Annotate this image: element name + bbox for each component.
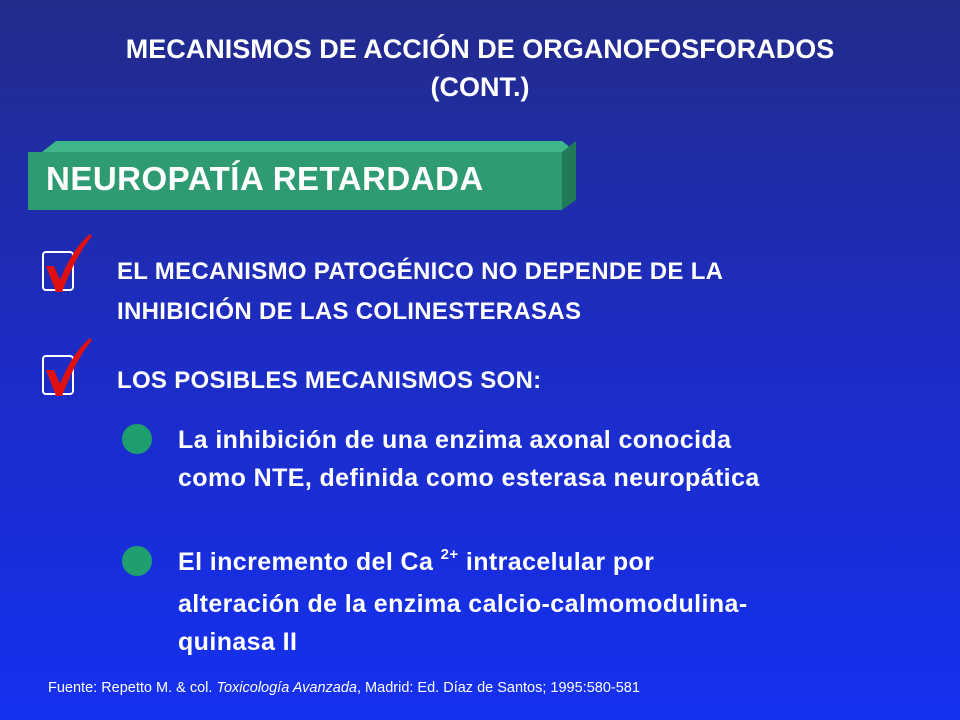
calcium-charge-superscript: 2+ [440, 546, 459, 563]
source-book-title: Toxicología Avanzada [216, 680, 357, 696]
subpoint-calcium [178, 543, 748, 661]
subpoint-nte [178, 421, 760, 497]
source-pre: Fuente: Repetto M. & col. [48, 680, 217, 696]
point-2-line1: LOS POSIBLES MECANISMOS SON: [117, 367, 542, 394]
subpoint-2-line2: alteración de la enzima calcio-calmomodulina- [178, 590, 748, 618]
point-1-line1: EL MECANISMO PATOGÉNICO NO DEPENDE DE LA [117, 258, 724, 285]
slide-title-line2: (CONT.) [430, 72, 530, 102]
circle-bullet-icon [122, 546, 152, 576]
checkmark-box-icon [38, 336, 98, 398]
checkmark-box-icon [38, 232, 98, 294]
section-banner [28, 140, 578, 212]
banner-label: NEUROPATÍA RETARDADA [46, 160, 484, 197]
subpoint-1-line1: La inhibición de una enzima axonal conocida [178, 426, 732, 454]
subpoint-2-line1-pre: El incremento del Ca [178, 548, 441, 576]
circle-bullet-icon [122, 424, 152, 454]
point-patogenic [117, 252, 723, 332]
subpoint-2-line1 [178, 543, 748, 585]
point-1-line2: INHIBICIÓN DE LAS COLINESTERASAS [117, 298, 582, 325]
source-citation [48, 680, 640, 696]
source-post: , Madrid: Ed. Díaz de Santos; 1995:580-581 [357, 680, 640, 696]
subpoint-2-line3: quinasa II [178, 628, 298, 656]
subpoint-1-line2: como NTE, definida como esterasa neuropática [178, 464, 760, 492]
slide-title [0, 30, 960, 106]
point-mechanisms [117, 361, 541, 401]
slide-title-line1: MECANISMOS DE ACCIÓN DE ORGANOFOSFORADOS [125, 34, 835, 64]
subpoint-2-line1-post: intracelular por [458, 548, 655, 576]
